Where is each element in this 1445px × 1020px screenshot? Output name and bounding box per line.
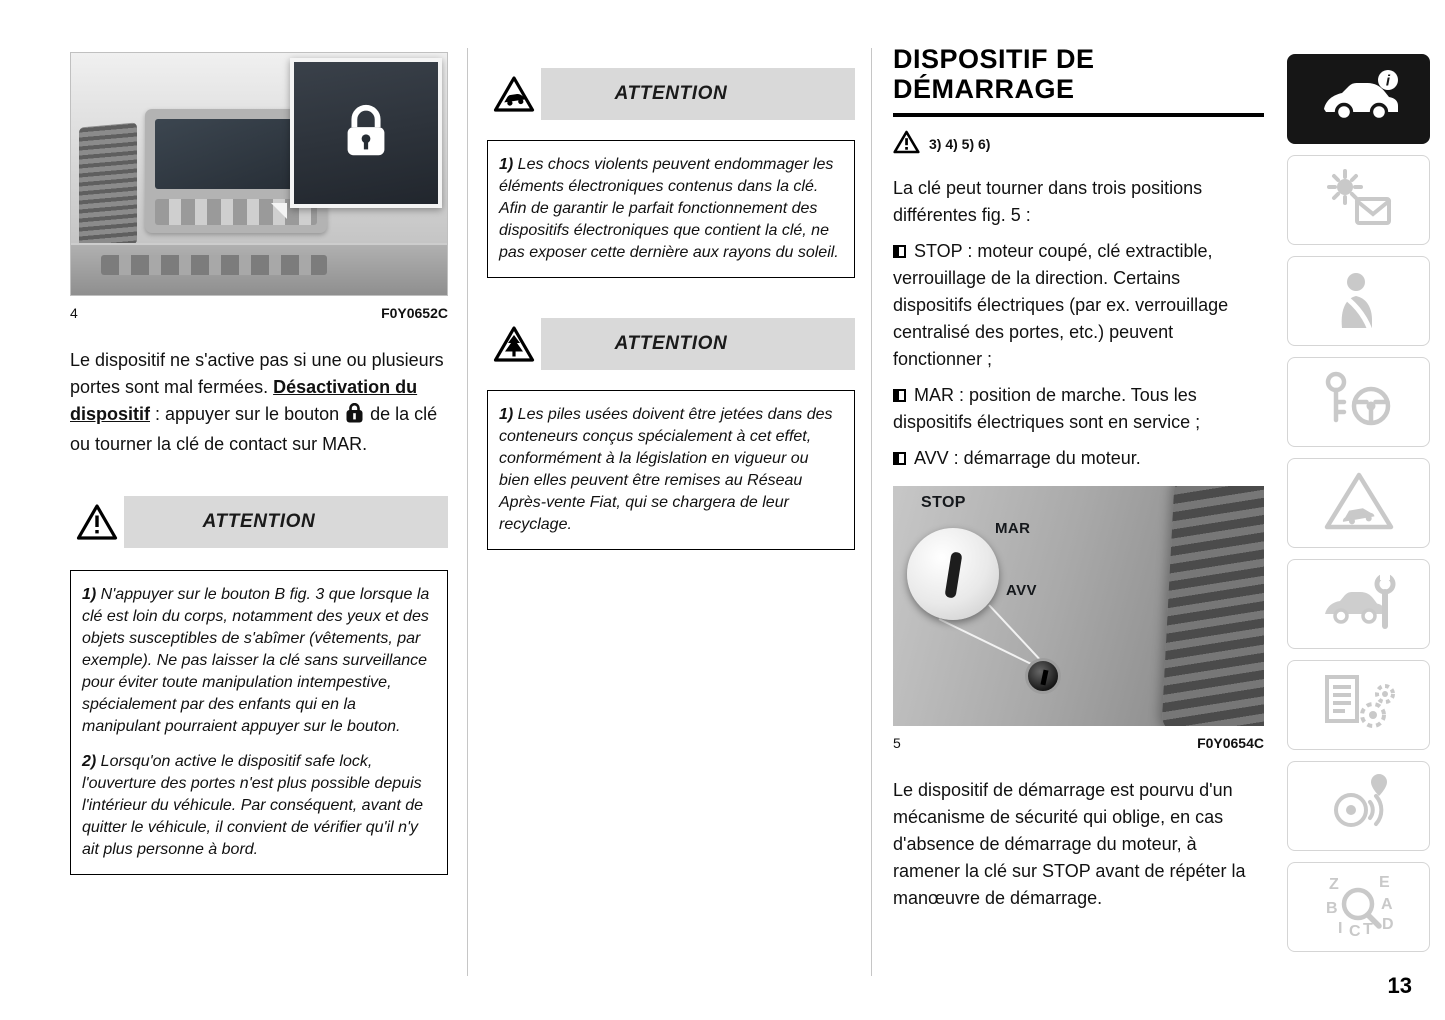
ignition-zoom-circle — [907, 528, 999, 620]
label-avv: AVV — [1006, 582, 1037, 599]
figure-dashboard-lock — [70, 52, 448, 296]
svg-text:A: A — [1380, 895, 1393, 913]
warning-notes-box — [487, 140, 855, 278]
svg-text:E: E — [1378, 873, 1390, 891]
attention-header — [487, 318, 855, 370]
lock-button-icon — [346, 403, 363, 431]
car-info-icon — [1316, 67, 1402, 132]
seatbelt-occupant-icon — [1324, 268, 1394, 335]
warning-note-2: 2) Lorsqu'on active le dispositif safe lock, l'ouverture des portes n'est plus possible depuis l'intérieur du véhicule. Par conséquent, avant de quitter le véhicule, il convient de vérifier qu'il n'y ait plus personne à bord. — [82, 753, 424, 858]
column-middle — [487, 0, 855, 550]
inset-pointer — [271, 203, 287, 219]
document-gears-icon — [1321, 671, 1397, 740]
svg-text:T: T — [1362, 920, 1373, 938]
svg-text:I: I — [1337, 919, 1342, 937]
square-bullet-icon — [893, 389, 906, 402]
climate-buttons-graphic — [101, 255, 327, 275]
warning-notes-box — [70, 570, 448, 875]
figure-ignition-positions — [893, 486, 1264, 726]
figure-number: 4 — [70, 305, 78, 321]
speaker-navigation-icon — [1321, 772, 1397, 841]
page-title: DISPOSITIF DE DÉMARRAGE — [893, 44, 1264, 117]
zoom-inset — [290, 58, 442, 208]
svg-text:D: D — [1381, 915, 1394, 933]
svg-text:Z: Z — [1328, 875, 1339, 893]
sidebar-item-vehicle-info[interactable] — [1287, 54, 1430, 144]
figure-caption — [70, 305, 448, 321]
alphabetical-index-icon — [1321, 871, 1397, 944]
key-slot-graphic — [1040, 670, 1048, 686]
paragraph-text: Le dispositif ne s'active pas si une ou plusieurs portes sont mal fermées. — [70, 350, 444, 397]
column-right — [893, 0, 1264, 912]
key-position-item-avv: AVV : démarrage du moteur. — [893, 445, 1264, 472]
small-warning-triangle-icon — [893, 130, 920, 157]
outro-paragraph: Le dispositif de démarrage est pourvu d'un mécanisme de sécurité qui oblige, en cas d'absence de démarrage du moteur, à ramener la clé sur STOP avant de répéter la manœuvre de démarrage. — [893, 780, 1246, 908]
label-mar: MAR — [995, 520, 1031, 537]
paragraph-bold-lead: Désactivation du dispositif — [70, 377, 418, 424]
sidebar-item-emergency[interactable] — [1287, 458, 1430, 548]
lower-dash-graphic — [71, 243, 447, 295]
figure-caption — [893, 735, 1264, 751]
sidebar-item-technical-data[interactable] — [1287, 660, 1430, 750]
paragraph-text: de la clé ou tourner la clé de contact sur MAR. — [70, 404, 438, 454]
sidebar-item-servicing[interactable] — [1287, 559, 1430, 649]
sidebar-item-starting-driving[interactable] — [1287, 357, 1430, 447]
sidebar-item-index[interactable] — [1287, 862, 1430, 952]
svg-text:B: B — [1325, 899, 1338, 917]
attention-header — [70, 496, 448, 548]
sidebar-item-safety[interactable] — [1287, 256, 1430, 346]
warning-note-1: 1) Les chocs violents peuvent endommager les éléments électroniques contenus dans la clé. Afin de garantir le parfait fonctionnement des dispositifs électroniques que contient la clé, ne pas exposer cette dernière aux rayons du soleil. — [499, 156, 839, 261]
attention-header — [487, 68, 855, 120]
ignition-lock-graphic — [1025, 658, 1061, 694]
page-number: 13 — [1387, 973, 1412, 998]
attention-label: ATTENTION — [202, 511, 316, 532]
speaker-grille-graphic — [79, 122, 137, 249]
key-steering-wheel-icon — [1321, 368, 1397, 437]
attention-label: ATTENTION — [614, 333, 728, 354]
column-divider — [871, 48, 872, 976]
device-paragraph — [70, 347, 448, 458]
air-vent-graphic — [1161, 486, 1264, 726]
column-divider — [467, 48, 468, 976]
sun-envelope-icon — [1321, 167, 1397, 234]
sidebar-item-multimedia[interactable] — [1287, 761, 1430, 851]
chapter-sidebar — [1287, 54, 1430, 952]
key-slot-graphic — [944, 551, 962, 598]
svg-text:C: C — [1348, 922, 1361, 939]
note-references-text: 3) 4) 5) 6) — [929, 135, 991, 152]
warning-note-1: 1) N'appuyer sur le bouton B fig. 3 que lorsque la clé est loin du corps, notamment des yeux et des objets susceptibles de s'abîmer (vêtements, par exemple). Ne pas laisser la clé sans surveillance pour éviter toute manipulation intempestive, spécialement par des enfants qui en la manipulant pourraient appuyer sur le bouton. — [82, 586, 430, 735]
warning-notes-box — [487, 390, 855, 550]
attention-label: ATTENTION — [614, 83, 728, 104]
column-left — [70, 0, 448, 875]
figure-number: 5 — [893, 735, 901, 751]
figure-code: F0Y0652C — [381, 305, 448, 321]
breakdown-triangle-icon — [1323, 470, 1395, 537]
sidebar-item-dashboard-messages[interactable] — [1287, 155, 1430, 245]
lock-icon — [335, 100, 397, 167]
warning-note-1: 1) Les piles usées doivent être jetées dans des conteneurs conçus spécialement à cet effet, conformément à la législation en vigueur ou bien elles peuvent être remises au Réseau Après-vente Fiat, qui se chargera de leur recyclage. — [499, 406, 833, 533]
key-position-item-mar: MAR : position de marche. Tous les dispositifs électriques sont en service ; — [893, 385, 1201, 432]
square-bullet-icon — [893, 245, 906, 258]
label-stop: STOP — [921, 494, 966, 511]
intro-paragraph: La clé peut tourner dans trois positions différentes fig. 5 : — [893, 178, 1203, 225]
note-references — [893, 130, 1264, 157]
figure-code: F0Y0654C — [1197, 735, 1264, 751]
square-bullet-icon — [893, 452, 906, 465]
key-position-item-stop: STOP : moteur coupé, clé extractible, verrouillage de la direction. Certains dispositifs électriques (par ex. verrouillage centralisé des portes, etc.) peuvent fonctionner ; — [893, 241, 1229, 369]
svg-text:i: i — [1385, 72, 1390, 89]
paragraph-text: : appuyer sur le bouton — [150, 404, 345, 424]
car-wrench-icon — [1321, 570, 1397, 639]
